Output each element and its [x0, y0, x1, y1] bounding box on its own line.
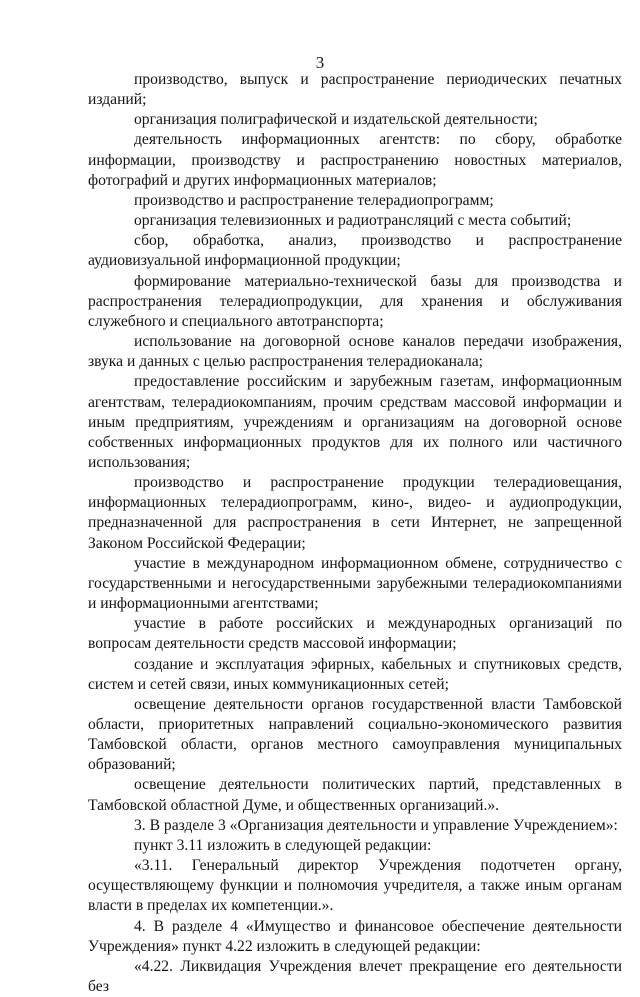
paragraph: производство и распространение телерадиопрограмм;: [134, 191, 494, 209]
paragraph: производство, выпуск и распространение периодических печатных изданий;: [88, 71, 622, 109]
document-body: [88, 70, 622, 997]
paragraph: организация полиграфической и издательской деятельности;: [134, 111, 538, 129]
paragraph: формирование материально-технической базы для производства и распространения телерадиопродукции, для хранения и обслуживания служебного и специального автотранспорта;: [88, 272, 622, 330]
paragraph: создание и эксплуатация эфирных, кабельных и спутниковых средств, систем и сетей связи, иных коммуникационных сетей;: [88, 655, 622, 693]
paragraph: сбор, обработка, анализ, производство и распространение аудиовизуальной информационной продукции;: [88, 232, 622, 270]
paragraph: «4.22. Ликвидация Учреждения влечет прекращение его деятельности без: [88, 957, 622, 996]
section-heading: 4. В разделе 4 «Имущество и финансовое обеспечение деятельности Учреждения» пункт 4.22 изложить в следующей редакции:: [88, 917, 622, 955]
paragraph: организация телевизионных и радиотрансляций с места событий;: [134, 212, 572, 230]
paragraph: пункт 3.11 изложить в следующей редакции:: [134, 836, 432, 854]
paragraph: деятельность информационных агентств: по сбору, обработке информации, производству и распространению новостных материалов, фотографий и других информационных материалов;: [88, 131, 622, 189]
paragraph: предоставление российским и зарубежным газетам, информационным агентствам, телерадиокомпаниям, прочим средствам массовой информации и иным предприятиям, учреждениям и организациям на договорной основе собственных информационных продуктов для их полного или частичного использования;: [88, 373, 622, 471]
page-number: 3: [315, 53, 325, 72]
paragraph: участие в международном информационном обмене, сотрудничество с государственными и негосударственными зарубежными телерадиокомпаниями и информационными агентствами;: [88, 554, 622, 613]
paragraph: «3.11. Генеральный директор Учреждения подотчетен органу, осуществляющему функции и полномочия учредителя, а также иным органам власти в пределах их компетенции.».: [88, 857, 622, 915]
paragraph: использование на договорной основе каналов передачи изображения, звука и данных с целью распространения телерадиоканала;: [88, 333, 622, 371]
paragraph: участие в работе российских и международных организаций по вопросам деятельности средств массовой информации;: [88, 615, 622, 653]
section-heading: 3. В разделе 3 «Организация деятельности и управление Учреждением»:: [134, 816, 618, 834]
paragraph: освещение деятельности органов государственной власти Тамбовской области, приоритетных направлений социально-экономического развития Тамбовской области, органов местного самоуправления муниципальных образований;: [88, 695, 622, 774]
paragraph: освещение деятельности политических партий, представленных в Тамбовской областной Думе, и общественных организаций.».: [88, 776, 622, 814]
paragraph: производство и распространение продукции телерадиовещания, информационных телерадиопрограмм, кино-, видео- и аудиопродукции, предназначенной для распространения в сети Интернет, не запрещенной Законом Российской Федерации;: [88, 474, 622, 552]
